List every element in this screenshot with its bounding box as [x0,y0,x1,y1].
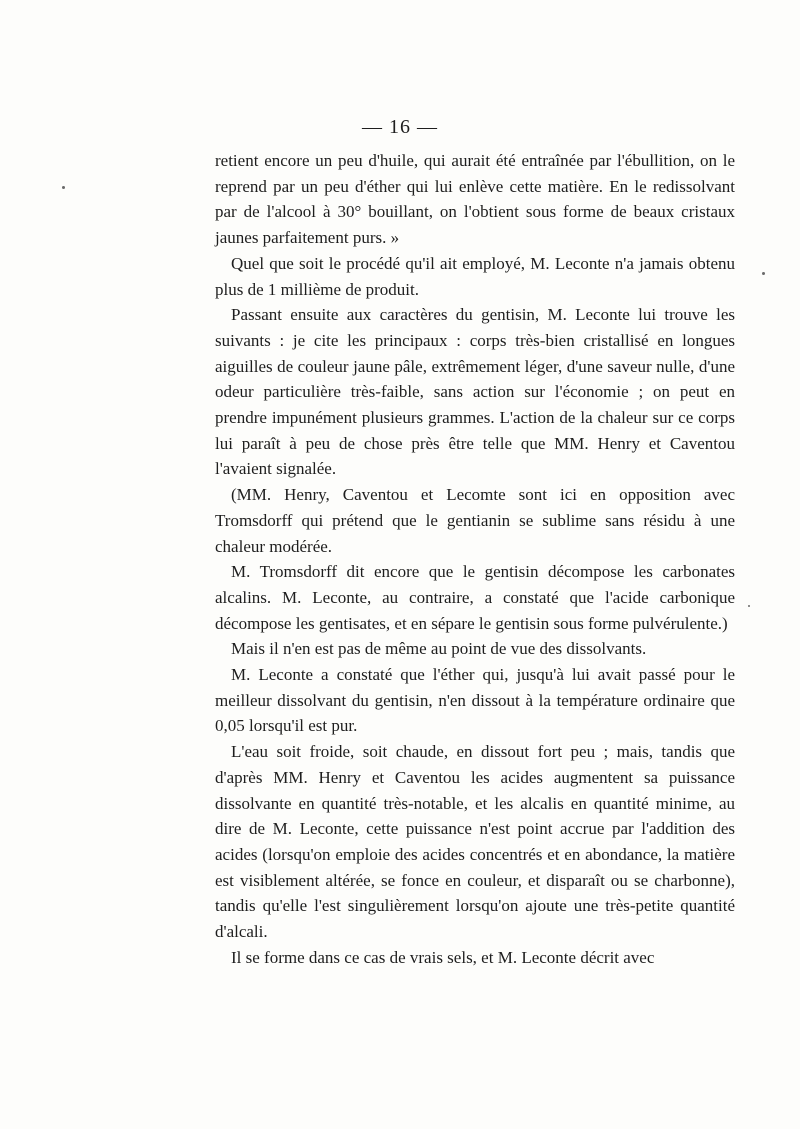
paragraph: M. Tromsdorff dit encore que le gentisin décompose les carbonates alcalins. M. Leconte, au contraire, a constaté que l'acide carbonique décompose les gentisates, et en sépare le gentisin sous forme pulvérulente.) [215,562,735,633]
paragraph: Il se forme dans ce cas de vrais sels, et M. Leconte décrit avec [231,947,655,967]
paper-speck [762,272,765,275]
paragraph: M. Leconte a constaté que l'éther qui, jusqu'à lui avait passé pour le meilleur dissolvant du gentisin, n'en dissout à la température ordinaire que 0,05 lorsqu'il est pur. [215,665,735,736]
paper-speck [748,605,750,607]
page-number: — 16 — [362,116,438,138]
paragraph: Quel que soit le procédé qu'il ait employé, M. Leconte n'a jamais obtenu plus de 1 millième de produit. [215,253,735,299]
body-text [215,148,735,971]
paragraph: Passant ensuite aux caractères du gentisin, M. Leconte lui trouve les suivants : je cite les principaux : corps très-bien cristallisé en longues aiguilles de couleur jaune pâle, extrêmement léger, d'une saveur nulle, d'une odeur particulière très-faible, sans action sur l'économie ; on peut en prendre impunément plusieurs grammes. L'action de la chaleur sur ce corps lui paraît à peu de chose près être telle que MM. Henry et Caventou l'avaient signalée. [215,305,735,479]
paragraph: (MM. Henry, Caventou et Lecomte sont ici en opposition avec Tromsdorff qui prétend que le gentianin se sublime sans résidu à une chaleur modérée. [215,485,735,556]
paragraph: L'eau soit froide, soit chaude, en dissout fort peu ; mais, tandis que d'après MM. Henry et Caventou les acides augmentent sa puissance dissolvante en quantité très-notable, et les alcalis en quantité minime, au dire de M. Leconte, cette puissance n'est point accrue par l'addition des acides (lorsqu'on emploie des acides concentrés et en abondance, la matière est visiblement altérée, se fonce en couleur, et disparaît ou se charbonne), tandis qu'elle l'est singulièrement lorsqu'on ajoute une très-petite quantité d'alcali. [215,742,735,942]
paragraph: retient encore un peu d'huile, qui aurait été entraînée par l'ébullition, on le reprend par un peu d'éther qui lui enlève cette matière. En le redissolvant par de l'alcool à 30° bouillant, on l'obtient sous forme de beaux cristaux jaunes parfaitement purs. » [215,151,735,248]
paper-speck [62,186,65,189]
paragraph: Mais il n'en est pas de même au point de vue des dissolvants. [231,639,647,659]
